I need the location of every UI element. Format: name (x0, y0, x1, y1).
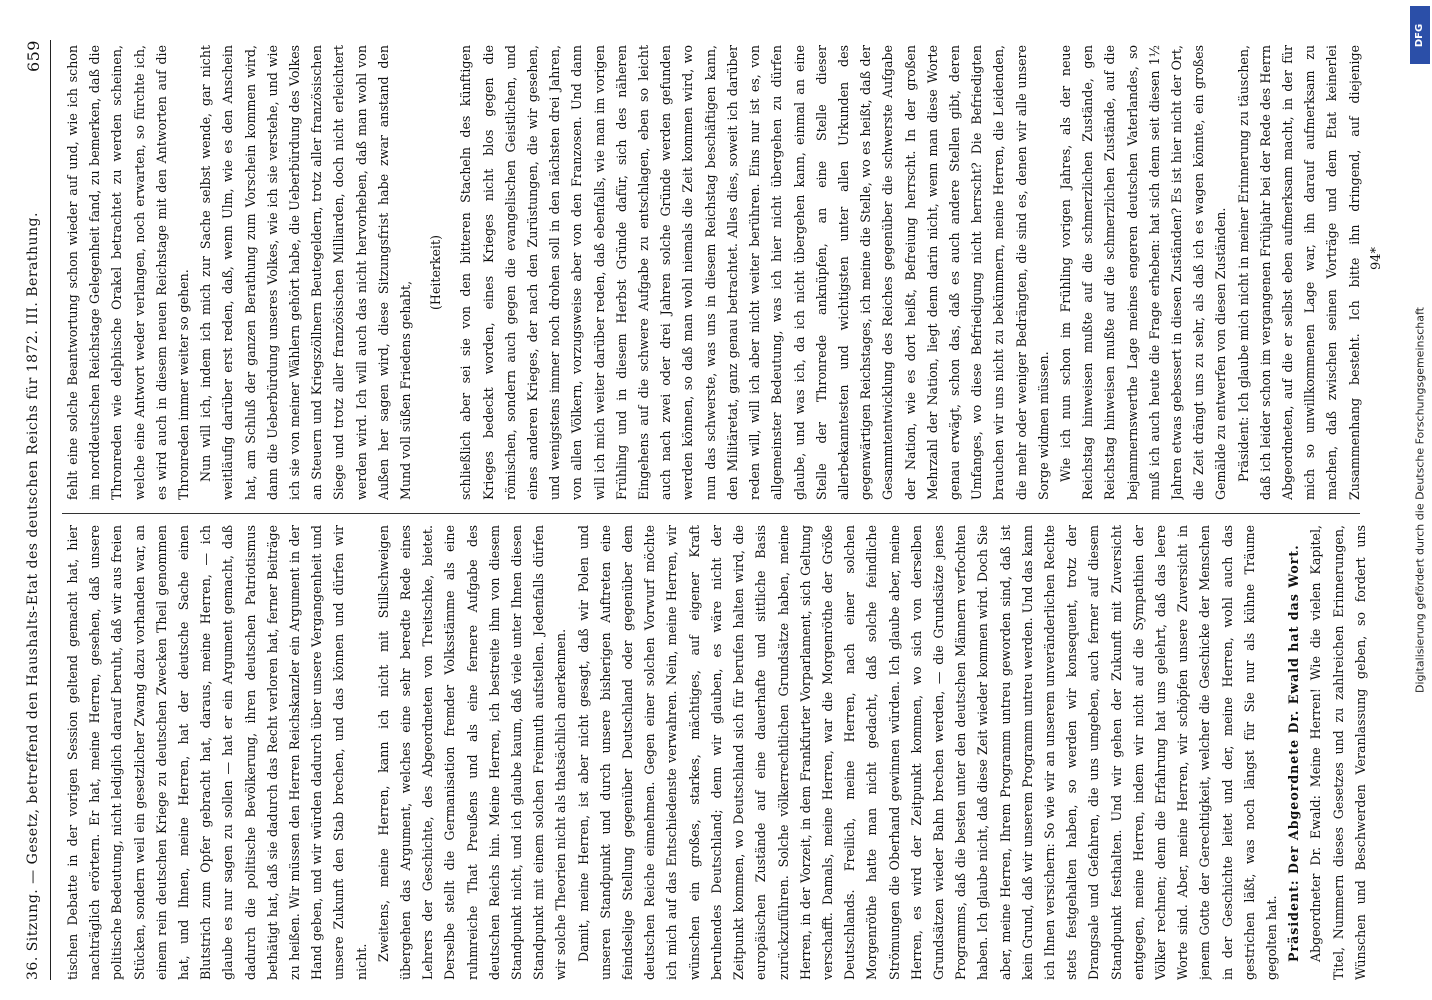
page-number: 659 (23, 40, 43, 73)
paragraph: Zweitens, meine Herren, kann ich nicht mit Stillschweigen übergehen das Argument, welches eine sehr beredte Rede eines Lehrers der Geschichte, des Abgeordneten von Treitschke, bietet. Derselbe stellt die Germanisation fremder Volksstämme als eine ruhmreiche That Preußens und als eine fernere Aufgabe des deutschen Reichs hin. Meine Herren, ich bestreite ihm von diesem Standpunkt nicht, und ich glaube kaum, daß viele unter Ihnen diesen Standpunkt mit einem solchen Freimuth aufstellen. Jedenfalls dürfen wir solche Theorien nicht als thatsächlich anerkennen. (375, 525, 569, 980)
text-column-2 (62, 45, 1370, 500)
paragraph: fehlt eine solche Beantwortung schon wieder auf und, wie ich schon im norddeutschen Reichstage Gelegenheit fand, zu bemerken, daß die Thronreden wie delphische Orakel betrachtet zu werden scheinen, welche eine Antwort weder verlangen, noch erwarten, so fürchte ich, es wird auch in diesem neuen Reichstage mit den Antworten auf die Thronreden immer weiter so gehen. (65, 45, 192, 500)
speaker-paragraph: Abgeordneter Dr. Ewald: Meine Herren! Wie die vielen Kapitel, Titel, Nummern dieses Gesetzes und zu zahlreichen Erinnerungen, Wünschen und Beschwerden Veranlassung geben, so fordert uns (1308, 525, 1368, 980)
page-header (18, 40, 48, 980)
rotated-page-content (10, 30, 1390, 990)
paragraph: Nun will ich, indem ich mich zur Sache selbst wende, gar nicht weitläufig darüber erst reden, daß, wenn Ulm, wie es den Anschein hat, am Schluß der ganzen Berathung zum Vorschein kommen wird, dann die Ueberbürdung unseres Volkes, wie ich sie verstehe, und wie ich sie von meiner Wählern gehört habe, die Ueberbürdung des Volkes an Steuern und Kriegszöllnern Beutegeldern, trotz aller französischen Siege und trotz aller französischen Milliarden, doch nicht erleichtert werden wird. Ich will auch das nicht hervorheben, daß man wohl von Außen her sagen wird, diese Sitzungsfrist habe zwar anstand den Mund voll süßen Friedens gehabt, (198, 45, 414, 500)
paragraph: tischen Debatte in der vorigen Session geltend gemacht hat, hier nachträglich erörtern. Er hat, meine Herren, gesehen, daß unsere politische Bedeutung, nicht lediglich darauf beruht, daß wir aus freien Stücken, sondern weil ein gesetzlicher Zwang dazu vorhanden war, an einem rein deutschen Kriege zu deutschen Zwecken Theil genommen hat, und Ihnen, meine Herren, hat der deutsche Sache einen Blutstrich zum Opfer gebracht hat, daraus, meine Herren, — ich glaube es nur sagen zu sollen — hat er ein Argument gemacht, daß dadurch die politische Bevölkerung, ihren deutschen Patriotismus bethätigt hat, daß sie dadurch das Recht verloren hat, ferner Beiträge zu heißen. Wir müssen den Herren Reichskanzler ein Argument in der Hand geben, und wir würden dadurch über unsere Vergangenheit und unsere Zukunft den Stab brechen, und das können und dürfen wir nicht. (65, 525, 369, 980)
speaker-paragraph: Präsident: Der Abgeordnete Dr. Ewald hat das Wort. (1286, 544, 1302, 962)
speaker-paragraph: Präsident: Ich glaube mich nicht in meiner Erinnerung zu täuschen, daß ich leider schon im vergangenen Frühjahr bei der Rede des Herrn Abgeordneten, auf die er selbst eben aufmerksam macht, in der für mich so unwillkommenen Lage war, ihn darauf aufmerksam zu machen, daß zwischen seinen Vorträge und dem Etat keinerlei Zusammenhang besteht. Ich bitte ihn dringend, auf diejenige (1235, 45, 1362, 500)
interjection: (Heiterkeit) (428, 235, 444, 310)
header-rule (50, 40, 51, 980)
header-left-text: 36. Sitzung. — Gesetz, betreffend den Haushalts-Etat des deutschen Reichs für 1872. III. Berathung. (25, 212, 41, 980)
dfg-credit-text: Digitalisierung gefördert durch die Deutsche Forschungsgemeinschaft (1413, 307, 1427, 693)
paragraph: Wie ich nun schon im Frühling vorigen Jahres, als der neue Reichstag hinweisen mußte auf die schmerzlichen Zustände, gen Reichstag hinweisen mußte auf die schmerzlichen Zustände, auf die bejammernswerthe Lage meines engeren deutschen Vaterlandes, so muß ich auch heute die Frage erheben: hat sich denn seit diesen 1½ Jahren etwas gebessert in diesen Zuständen? Es ist hier nicht der Ort, die Zeit drängt uns zu sehr, als daß ich es wagen könnte, ein großes Gemälde zu entwerfen von diesen Zuständen. (1057, 45, 1229, 500)
text-column-1 (62, 525, 1370, 980)
dfg-logo: DFG (1410, 6, 1430, 64)
column-separator (62, 513, 1360, 514)
paragraph: schließlich aber sei sie von den bitteren Stacheln des künftigen Krieges bedeckt worden, eines Krieges nicht blos gegen die römischen, sondern auch gegen die evangelischen Geistlichen, und eines anderen Krieges, der nach den Zurüstungen, die wir gesehen, und wenigstens immer noch drohen soll in den nächsten drei Jahren, von allen Völkern, vorzugsweise aber von den Franzosen. Und dann will ich mich weiter darüber reden, daß ebenfalls, wie man im vorigen Frühling und in diesem Herbst Gründe dafür, sich des näheren Eingehens auf die schwere Aufgabe zu entschlagen, eben so leicht auch nach zwei oder drei Jahren solche Gründe werden gefunden werden können, so daß man wohl niemals die Zeit kommen wird, wo nun das schwerste, was uns in diesem Reichstag beschäftigen kann, den Militäretat, ganz genau betrachtet. Alles dies, soweit ich darüber reden will, will ich aber nicht weiter berühren. Eins nur ist es, von allgemeinster Bedeutung, was ich hier nicht übergehen zu dürfen glaube, und was ich, da ich nicht übergehen kann, einmal an eine Stelle der Thronrede anknüpfen, an eine Stelle dieser allerbekanntesten und wichtigsten unter allen Urkunden des gegenwärtigen Reichstages, ich meine die Stelle, wo es heißt, daß der Gesammtentwicklung des Reiches gegenüber die schwerste Aufgabe der Nation, wie es dort heißt, Befreiung herrscht. In der großen Mehrzahl der Nation, liegt denn darin nicht, wenn man diese Worte genau erwägt, schon das, daß es auch andere Stellen gibt, deren Umfanges, wo diese Befriedigung nicht herrscht? Die Befriedigten brauchen wir uns nicht zu bekümmern, meine Herren, die Leidenden, die mehr oder weniger Bedrängten, die sind es, denen wir alle unsere Sorge widmen müssen. (458, 45, 1051, 500)
signature-mark: 94* (1369, 246, 1384, 270)
paragraph: Damit, meine Herren, ist aber nicht gesagt, daß wir Polen und unseren Standpunkt und durch unsere bisherigen Auftreten eine feindselige Stellung gegenüber Deutschland oder gegenüber dem deutschen Reiche einnehmen. Gegen einer solchen Vorwurf möchte ich mich auf das Entschiedenste verwahren. Nein, meine Herren, wir wünschen ein großes, starkes, mächtiges, auf eigener Kraft beruhendes Deutschland; denn wir glauben, es wäre nicht der Zeitpunkt kommen, wo Deutschland sich für berufen halten wird, die europäischen Zustände auf eine dauerhafte und sittliche Basis zurückzuführen. Solche völkerrechtlichen Grundsätze haben, meine Herren, in der Vorzeit, in dem Frankfurter Vorparlament, sich Geltung verschafft. Damals, meine Herren, war die Morgenröthe der Größe Deutschlands. Freilich, meine Herren, nach einer solchen Morgenröthe hatte man nicht gedacht, daß solche feindliche Strömungen die Oberhand gewinnen würden. Ich glaube aber, meine Herren, es wird der Zeitpunkt kommen, wo sich von derselben Grundsätzen wieder Bahn brechen werden, — die Grundsätze jenes Programms, daß die besten unter den deutschen Männern verfochten haben. Ich glaube nicht, daß diese Zeit wieder kommen wird. Doch Sie aber, meine Herren, Ihrem Programm untreu geworden sind, daß ist kein Grund, daß wir unserem Programm untreu werden. Und das kann ich Ihnen versichern: So wie wir an unserem unveränderlichen Rechte stets festgehalten haben, so werden wir konsequent, trotz der Drangsale und Gefahren, die uns umgeben, auch ferner auf diesem Standpunkt festhalten. Und wir gehen der Zukunft mit Zuversicht entgegen, meine Herren, indem wir nicht auf die Sympathien der Völker rechnen; denn die Erfahrung hat uns gelehrt, daß das leere Worte sind. Aber, meine Herren, wir schöpfen unsere Zuversicht in jenem Gotte der Gerechtigkeit, welcher die Geschicke der Menschen in der Geschichte leitet und der, meine Herren, wohl auch das gestrichen läßt, was noch längst für Sie nur als kühne Träume gegolten hat. (575, 525, 1279, 980)
